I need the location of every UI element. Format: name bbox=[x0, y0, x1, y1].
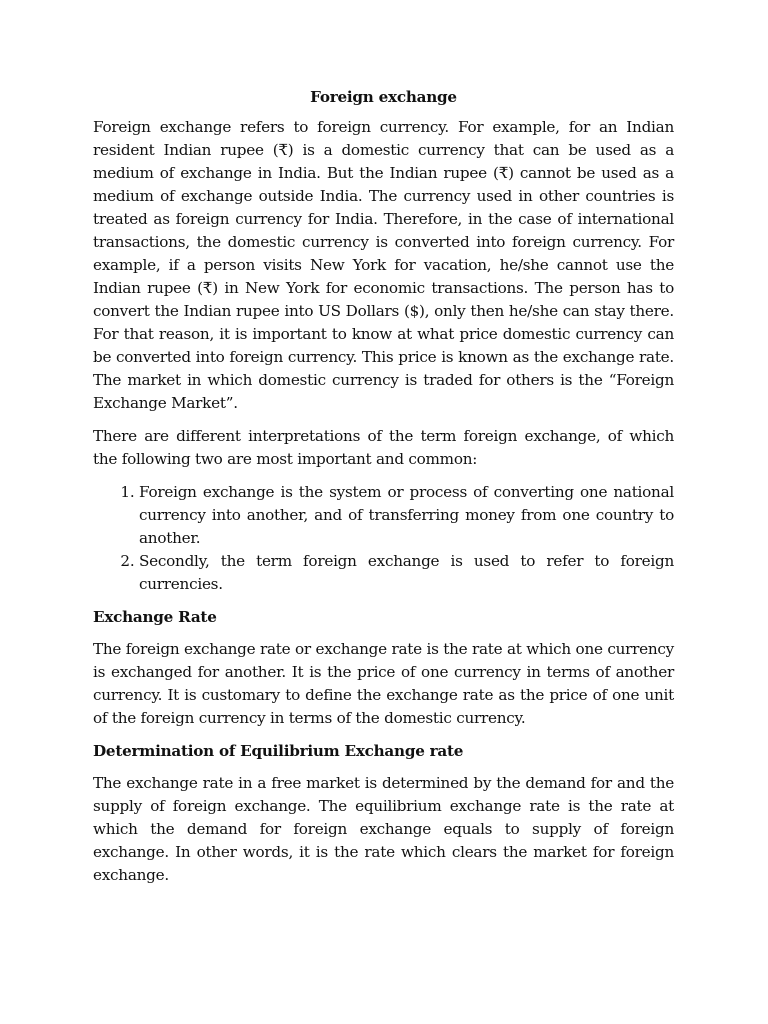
intro-paragraph: Foreign exchange refers to foreign currency. For example, for an Indian resident Indian rupee (₹) is a domestic currency that can be used as a medium of exchange in India. But the Indian rupee (₹) cannot be used as a medium of exchange outside India. The currency used in other countries is treated as foreign currency for India. Therefore, in the case of international transactions, the domestic currency is converted into foreign currency. For example, if a person visits New York for vacation, he/she cannot use the Indian rupee (₹) in New York for economic transactions. The person has to convert the Indian rupee into US Dollars ($), only then he/she can stay there. For that reason, it is important to know at what price domestic currency can be converted into foreign currency. This price is known as the exchange rate. The market in which domestic currency is traded for others is the “Foreign Exchange Market”. bbox=[93, 118, 674, 412]
list-item: 1. Foreign exchange is the system or process of converting one national currency into another, and of transferring money from one country to another. bbox=[139, 481, 674, 550]
list-item: 2. Secondly, the term foreign exchange is used to refer to foreign currencies. bbox=[139, 550, 674, 596]
exchange-rate-paragraph: The foreign exchange rate or exchange rate is the rate at which one currency is exchanged for another. It is the price of one currency in terms of another currency. It is customary to define the exchange rate as the price of one unit of the foreign currency in terms of the domestic currency. bbox=[93, 640, 674, 727]
equilibrium-paragraph: The exchange rate in a free market is determined by the demand for and the supply of foreign exchange. The equilibrium exchange rate is the rate at which the demand for foreign exchange equals to supply of foreign exchange. In other words, it is the rate which clears the market for foreign exchange. bbox=[93, 774, 674, 884]
exchange-rate-heading: Exchange Rate bbox=[93, 608, 217, 626]
interpretations-paragraph: There are different interpretations of the term foreign exchange, of which the following two are most important and common: bbox=[93, 427, 674, 468]
document-title: Foreign exchange bbox=[310, 88, 457, 106]
interpretations-list bbox=[93, 481, 674, 596]
equilibrium-heading: Determination of Equilibrium Exchange rate bbox=[93, 742, 464, 760]
